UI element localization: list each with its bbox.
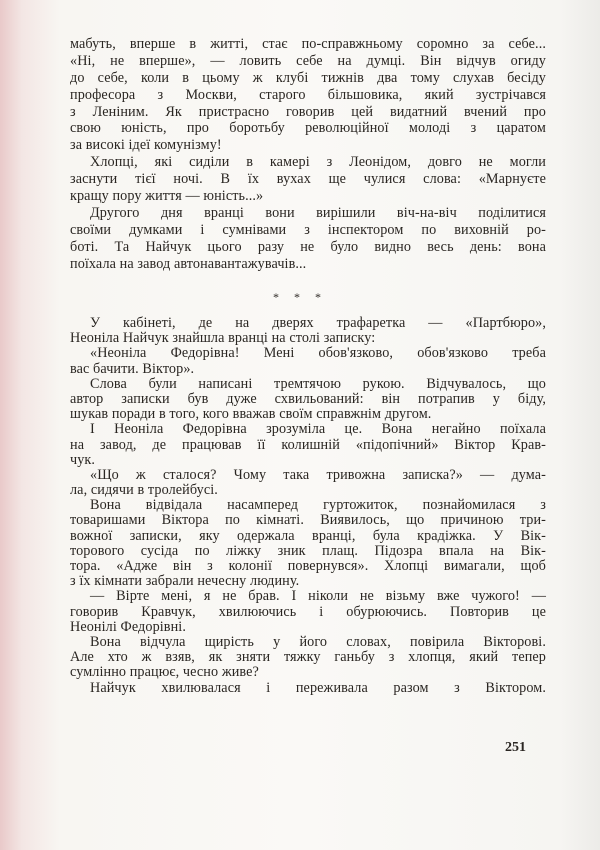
text-line: кращу пору життя — юність...» (70, 188, 264, 205)
text-line: на завод, де працював її колишній «підопічний» Віктор Крав- (70, 436, 546, 453)
text-line: Неонілі Федорівні. (70, 618, 186, 635)
text-line: заснути тієї ночі. В їх вухах ще чулися слова: «Марнуєте (70, 171, 546, 188)
text-line: автор записки був дуже схвильований: він потрапив у біду, (70, 390, 546, 407)
text-line: говорив Кравчук, хвилюючись і обурюючись. Повторив це (70, 603, 546, 620)
text-line: з їх кімнати забрали нечесну людину. (70, 573, 300, 590)
text-line: вас бачити. Віктор». (70, 360, 195, 377)
text-line: своїми думками і сумнівами з інспектором по виховній ро- (70, 221, 546, 238)
page-number: 251 (505, 740, 526, 755)
text-line: мабуть, вперше в житті, стає по-справжньому соромно за себе... (70, 36, 546, 52)
text-line: У кабінеті, де на дверях трафаретка — «Партбюро», (90, 315, 546, 331)
text-line: Вона відвідала насамперед гуртожиток, познайомилася з (90, 497, 546, 514)
text-line: сумлінно працює, чесно живе? (70, 664, 259, 681)
text-line: шукав поради в того, кого вважав своїм справжнім другом. (70, 406, 432, 423)
text-line: до себе, коли в цьому ж клубі тижнів два тому слухав бесіду (70, 69, 546, 86)
text-line: за високі ідеї комунізму! (70, 137, 222, 154)
text-line: ла, сидячи в тролейбусі. (70, 482, 218, 499)
text-line: Хлопці, які сиділи в камері з Леонідом, довго не могли (90, 154, 546, 171)
text-line: Слова були написані тремтячою рукою. Відчувалось, що (90, 375, 546, 392)
text-line: торового сусіда по ліжку зник плащ. Підозра впала на Вік- (70, 542, 546, 559)
text-block-bottom (70, 316, 546, 696)
text-line: поїхала на завод автонавантажувачів... (70, 255, 307, 272)
text-line: з Леніним. Як пристрасно говорив цей видатний вчений про (70, 103, 546, 120)
text-line: «Ні, не вперше», — ловить себе на думці. Він відчув огиду (70, 52, 546, 69)
text-line: — Вірте мені, я не брав. І ніколи не візьму вже чужого! — (90, 588, 546, 605)
text-line: чук. (70, 451, 96, 468)
text-line: Другого дня вранці вони вирішили віч-на-віч поділитися (90, 204, 546, 221)
text-line: «Неоніла Федорівна! Мені обов'язково, обов'язково треба (90, 345, 546, 362)
section-separator: * * * (273, 290, 327, 304)
text-line: Неоніла Найчук знайшла вранці на столі записку: (70, 330, 376, 347)
text-line: Але хто ж взяв, як зняти тяжку ганьбу з хлопця, який тепер (70, 649, 546, 666)
text-line: професора з Москви, старого більшовика, який зустрічався (70, 86, 546, 103)
text-line: боті. Та Найчук цього разу не було видно весь день: вона (70, 238, 546, 255)
text-line: Вона відчула щирість у його словах, повірила Вікторові. (90, 633, 546, 650)
text-line: тора. «Адже він з колонії повернувся». Хлопці вимагали, щоб (70, 558, 546, 574)
text-line: Найчук хвилювалася і переживала разом з Віктором. (90, 679, 546, 696)
text-line: свою юність, про боротьбу революційної молоді з царатом (70, 120, 546, 137)
text-line: вожної записки, яку одержала вранці, була крадіжка. У Вік- (70, 527, 546, 544)
text-line: І Неоніла Федорівна зрозуміла це. Вона негайно поїхала (90, 421, 546, 438)
text-line: товаришами Віктора по кімнаті. Виявилось, що причиною три- (70, 512, 546, 529)
text-block-top (70, 36, 546, 272)
text-line: «Що ж сталося? Чому така тривожна записка?» — дума- (90, 466, 546, 483)
